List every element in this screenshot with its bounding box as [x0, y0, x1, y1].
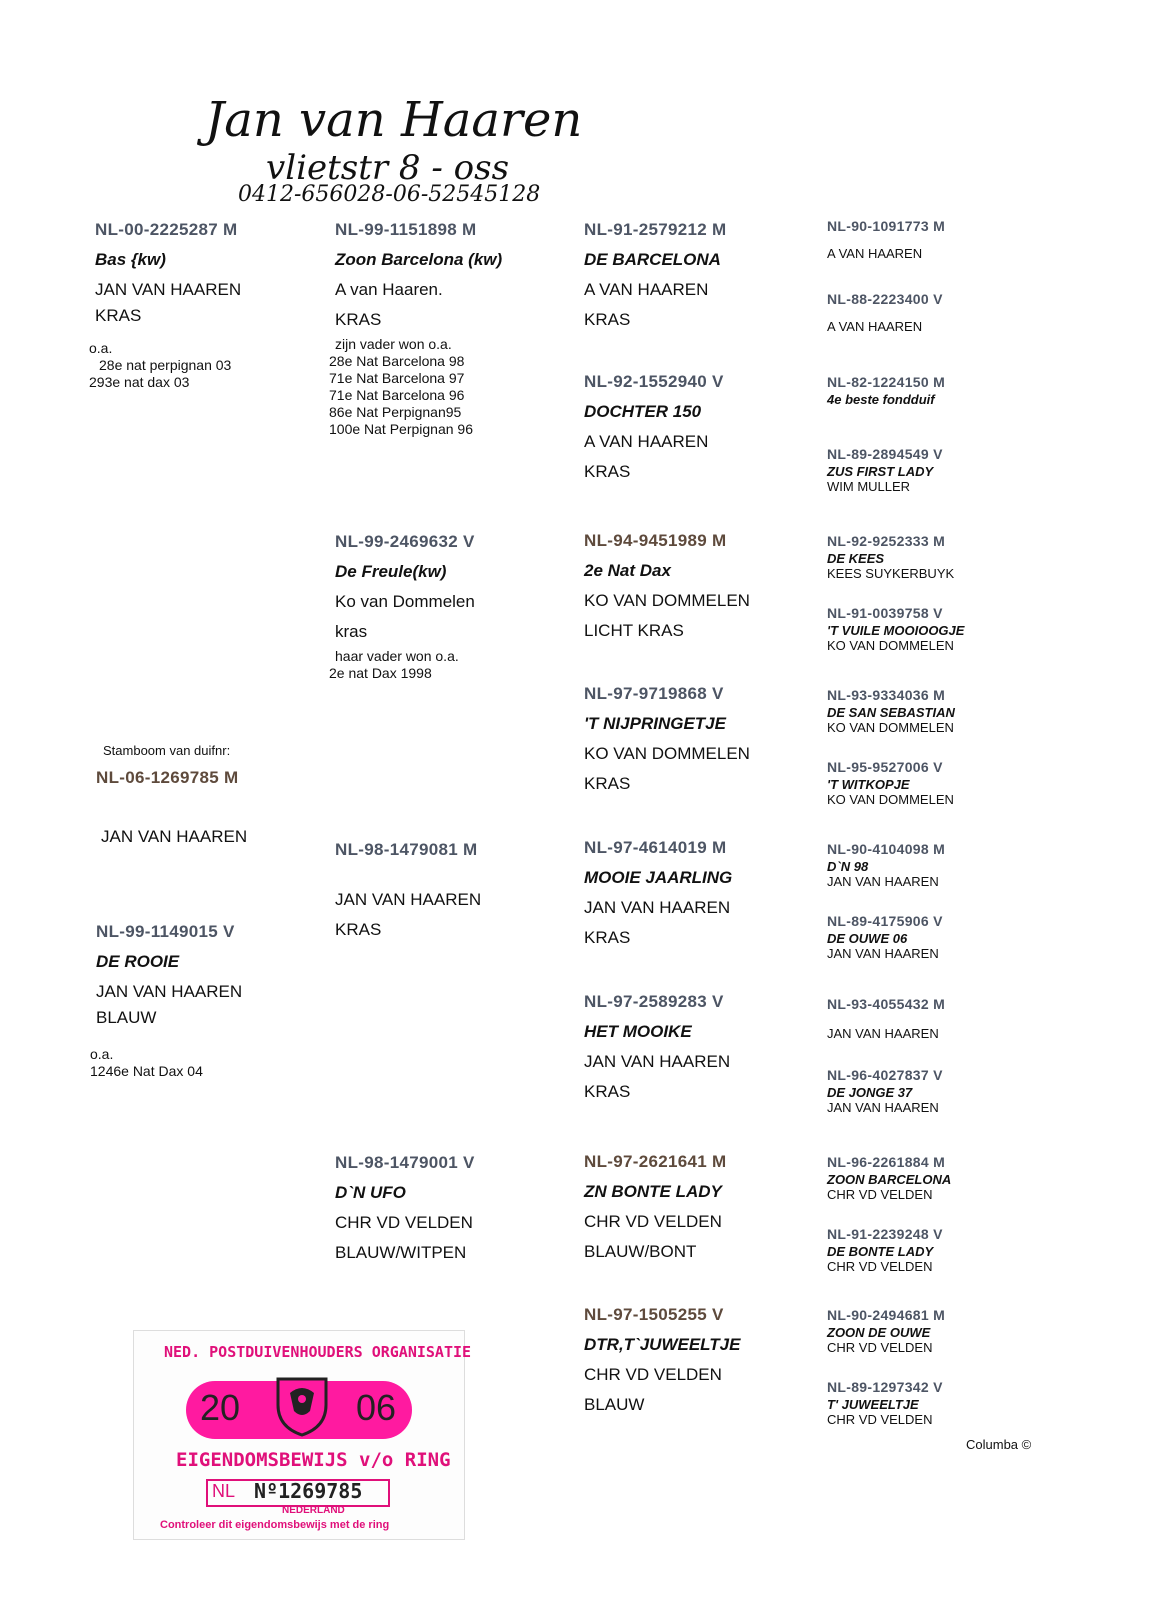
bird-owner: JAN VAN HAAREN — [95, 280, 242, 299]
bird-color: BLAUW — [96, 1008, 157, 1027]
gg-grandparent-8 — [827, 759, 954, 807]
bird-owner: Ko van Dommelen — [335, 592, 475, 611]
ring-number: NL-99-1151898 M — [335, 220, 477, 239]
credit: Columba © — [966, 1437, 1032, 1452]
gg-grandparent-1 — [827, 218, 945, 261]
bird-note: haar vader won o.a. — [335, 648, 459, 664]
bird-name: DTR,T`JUWEELTJE — [584, 1335, 741, 1354]
bird-name: DE ROOIE — [96, 952, 180, 971]
bird-name: De Freule(kw) — [335, 562, 447, 581]
bird-color: KRAS — [584, 310, 631, 329]
ring-number: NL-93-9334036 M — [827, 687, 946, 703]
ring-number: NL-00-2225287 M — [95, 220, 238, 239]
ring-number: NL-91-0039758 V — [827, 605, 943, 621]
bird-owner: CHR VD VELDEN — [335, 1213, 473, 1232]
ring-number: NL-92-9252333 M — [827, 533, 946, 549]
bird-note: 71e Nat Barcelona 97 — [329, 370, 465, 386]
bird-color: KRAS — [584, 462, 631, 481]
ownership-certificate — [133, 1330, 472, 1540]
bird-name: D`N 98 — [827, 859, 869, 874]
gg-grandparent-12 — [827, 1067, 943, 1115]
bird-owner: KO VAN DOMMELEN — [584, 591, 750, 610]
ring-number: NL-98-1479081 M — [335, 840, 478, 859]
subject-ring: NL-06-1269785 M — [96, 768, 239, 787]
bird-name: ZOON BARCELONA — [827, 1172, 952, 1187]
bird-owner: JAN VAN HAAREN — [827, 874, 939, 889]
bird-owner: JAN VAN HAAREN — [584, 1052, 731, 1071]
great-grandparent-1 — [584, 220, 726, 330]
bird-owner: KO VAN DOMMELEN — [584, 744, 750, 763]
bird-owner: JAN VAN HAAREN — [827, 1026, 939, 1041]
ring-number: NL-90-4104098 M — [827, 841, 946, 857]
ring-number: NL-96-4027837 V — [827, 1067, 943, 1083]
bird-owner: JAN VAN HAAREN — [335, 890, 482, 909]
bird-owner: JAN VAN HAAREN — [96, 982, 243, 1001]
grandparent-3 — [335, 840, 481, 940]
bird-owner: A VAN HAAREN — [827, 246, 923, 261]
bird-owner: A van Haaren. — [335, 280, 443, 299]
bird-name: DOCHTER 150 — [584, 402, 702, 421]
ring-number: NL-82-1224150 M — [827, 374, 946, 390]
ring-number: NL-97-1505255 V — [584, 1305, 724, 1324]
gg-grandparent-14 — [827, 1226, 943, 1274]
gg-grandparent-9 — [827, 841, 945, 889]
bird-note: 28e nat perpignan 03 — [99, 357, 232, 373]
bird-name: MOOIE JAARLING — [584, 868, 733, 887]
gg-grandparent-5 — [827, 533, 954, 581]
bird-owner: CHR VD VELDEN — [584, 1212, 722, 1231]
bird-owner: WIM MULLER — [827, 479, 911, 494]
bird-owner: A VAN HAAREN — [584, 280, 709, 299]
bird-name: ZN BONTE LADY — [584, 1182, 722, 1201]
gg-grandparent-13 — [827, 1154, 951, 1202]
ring-number: NL-89-2894549 V — [827, 446, 943, 462]
pedigree-label: Stamboom van duifnr: — [103, 743, 231, 758]
certificate-note: Controleer dit eigendomsbewijs met de ring — [160, 1519, 390, 1531]
bird-owner: JAN VAN HAAREN — [827, 1100, 939, 1115]
ring-number: NL-99-1149015 V — [96, 922, 235, 941]
bird-color: KRAS — [584, 928, 631, 947]
certificate-prefix: NL — [212, 1481, 236, 1501]
ring-number: NL-97-4614019 M — [584, 838, 727, 857]
ring-number: NL-97-2621641 M — [584, 1152, 727, 1171]
great-grandparent-3 — [584, 531, 750, 641]
ring-number: NL-90-2494681 M — [827, 1307, 946, 1323]
bird-name: 2e Nat Dax — [584, 561, 671, 580]
bird-color: BLAUW/WITPEN — [335, 1243, 467, 1262]
year-right: 06 — [356, 1387, 397, 1428]
bird-name: D`N UFO — [335, 1183, 406, 1202]
ring-number: NL-97-9719868 V — [584, 684, 724, 703]
bird-color: BLAUW — [584, 1395, 645, 1414]
gg-grandparent-15 — [827, 1307, 945, 1355]
ring-number: NL-94-9451989 M — [584, 531, 727, 550]
bird-name: Zoon Barcelona (kw) — [335, 250, 503, 269]
year-left: 20 — [200, 1387, 241, 1428]
bird-color: KRAS — [584, 774, 631, 793]
bird-name: 'T VUILE MOOIOOGJE — [827, 623, 965, 638]
ring-number: NL-91-2239248 V — [827, 1226, 943, 1242]
bird-owner: CHR VD VELDEN — [827, 1340, 933, 1355]
bird-owner: KO VAN DOMMELEN — [827, 638, 954, 653]
bird-name: DE BARCELONA — [584, 250, 721, 269]
bird-name: DE OUWE 06 — [827, 931, 908, 946]
bird-owner: CHR VD VELDEN — [827, 1259, 933, 1274]
ring-number: NL-89-1297342 V — [827, 1379, 943, 1395]
bird-note: 1246e Nat Dax 04 — [90, 1063, 203, 1079]
gg-grandparent-7 — [827, 687, 955, 735]
ring-number: NL-89-4175906 V — [827, 913, 943, 929]
bird-color: KRAS — [335, 310, 382, 329]
bird-name: DE BONTE LADY — [827, 1244, 934, 1259]
bird-owner: KO VAN DOMMELEN — [827, 792, 954, 807]
gg-grandparent-2 — [827, 291, 943, 334]
bird-owner: JAN VAN HAAREN — [584, 898, 731, 917]
bird-note: 293e nat dax 03 — [89, 374, 190, 390]
bird-color: KRAS — [95, 306, 142, 325]
bird-owner: KEES SUYKERBUYK — [827, 566, 955, 581]
grandparent-2 — [329, 532, 475, 682]
gg-grandparent-3 — [827, 374, 945, 407]
bird-note: zijn vader won o.a. — [335, 336, 452, 352]
ring-number: NL-91-2579212 M — [584, 220, 727, 239]
parent-sire — [89, 220, 242, 391]
bird-owner: A VAN HAAREN — [584, 432, 709, 451]
grandparent-4 — [335, 1153, 475, 1263]
bird-name: 4e beste fondduif — [827, 392, 935, 407]
great-grandparent-8 — [584, 1305, 740, 1415]
ring-number: NL-98-1479001 V — [335, 1153, 475, 1172]
gg-grandparent-16 — [827, 1379, 943, 1427]
bird-name: HET MOOIKE — [584, 1022, 692, 1041]
certificate-org: NED. POSTDUIVENHOUDERS ORGANISATIE — [164, 1343, 472, 1361]
bird-note: 71e Nat Barcelona 96 — [329, 387, 465, 403]
bird-name: DE SAN SEBASTIAN — [827, 705, 955, 720]
bird-note: 28e Nat Barcelona 98 — [329, 353, 465, 369]
ring-number: NL-99-2469632 V — [335, 532, 475, 551]
certificate-number: Nº1269785 — [254, 1479, 363, 1503]
bird-note: o.a. — [89, 340, 113, 356]
bird-color: LICHT KRAS — [584, 621, 684, 640]
bird-owner: CHR VD VELDEN — [827, 1412, 933, 1427]
bird-color: BLAUW/BONT — [584, 1242, 697, 1261]
bird-note: 100e Nat Perpignan 96 — [329, 421, 473, 437]
great-grandparent-4 — [584, 684, 750, 794]
bird-name: DE KEES — [827, 551, 885, 566]
bird-name: 'T NIJPRINGETJE — [584, 714, 726, 733]
bird-name: Bas {kw) — [95, 250, 166, 269]
bird-name: DE JONGE 37 — [827, 1085, 913, 1100]
bird-color: kras — [335, 622, 368, 641]
gg-grandparent-6 — [827, 605, 964, 653]
gg-grandparent-10 — [827, 913, 943, 961]
bird-name: ZOON DE OUWE — [827, 1325, 931, 1340]
ring-number: NL-96-2261884 M — [827, 1154, 946, 1170]
great-grandparent-2 — [584, 372, 724, 482]
great-grandparent-5 — [584, 838, 732, 948]
bird-note: 86e Nat Perpignan95 — [329, 404, 462, 420]
ring-number: NL-97-2589283 V — [584, 992, 724, 1011]
bird-owner: JAN VAN HAAREN — [827, 946, 939, 961]
gg-grandparent-4 — [827, 446, 943, 494]
great-grandparent-6 — [584, 992, 730, 1102]
bird-owner: CHR VD VELDEN — [827, 1187, 933, 1202]
bird-owner: CHR VD VELDEN — [584, 1365, 722, 1384]
bird-owner: A VAN HAAREN — [827, 319, 923, 334]
ring-number: NL-93-4055432 M — [827, 996, 946, 1012]
parent-dam — [90, 922, 243, 1080]
breeder-address: vlietstr 8 - oss — [266, 148, 510, 188]
bird-name: ZUS FIRST LADY — [827, 464, 934, 479]
grandparent-1 — [329, 220, 503, 438]
certificate-title: EIGENDOMSBEWIJS v/o RING — [176, 1449, 451, 1471]
ring-number: NL-88-2223400 V — [827, 291, 943, 307]
bird-name: 'T WITKOPJE — [827, 777, 910, 792]
breeder-name: Jan van Haaren — [205, 92, 583, 148]
lion-crest-icon — [272, 1371, 332, 1437]
bird-color: KRAS — [335, 920, 382, 939]
great-grandparent-7 — [584, 1152, 726, 1262]
ring-number: NL-95-9527006 V — [827, 759, 943, 775]
subject-owner: JAN VAN HAAREN — [101, 827, 248, 846]
bird-owner: KO VAN DOMMELEN — [827, 720, 954, 735]
gg-grandparent-11 — [827, 996, 945, 1041]
bird-name: T' JUWEELTJE — [827, 1397, 919, 1412]
bird-note: 2e nat Dax 1998 — [329, 665, 432, 681]
ring-number: NL-92-1552940 V — [584, 372, 724, 391]
ring-number: NL-90-1091773 M — [827, 218, 946, 234]
bird-note: o.a. — [90, 1046, 114, 1062]
breeder-phone: 0412-656028-06-52545128 — [238, 182, 541, 207]
certificate-country: NEDERLAND — [282, 1505, 345, 1516]
bird-color: KRAS — [584, 1082, 631, 1101]
